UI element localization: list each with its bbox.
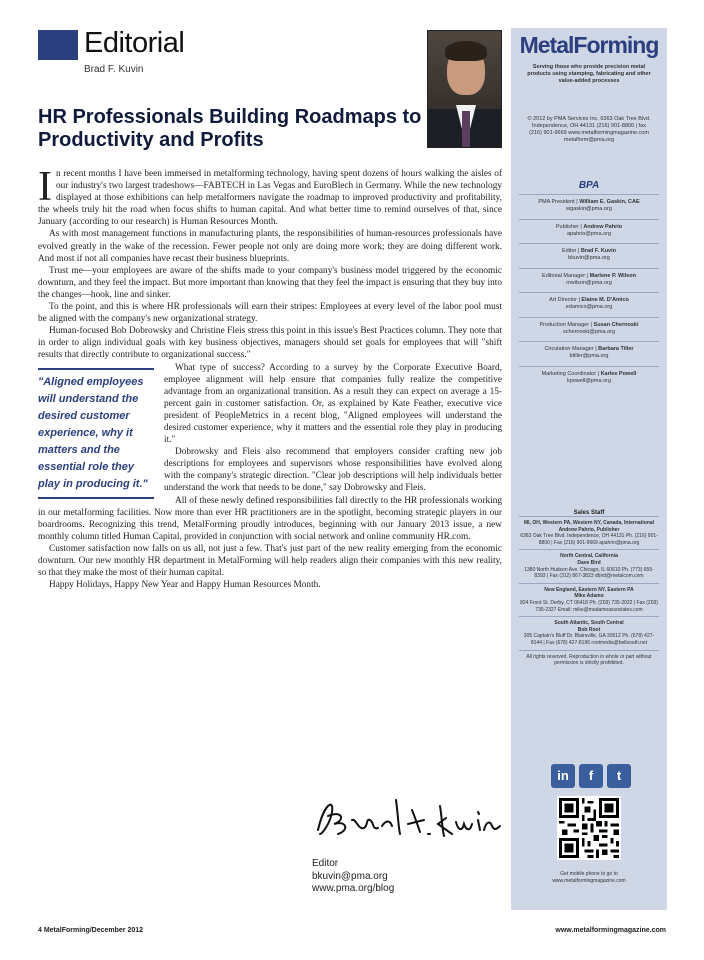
editor-blog[interactable]: www.pma.org/blog	[312, 883, 395, 894]
bpa-logo: BPA	[578, 180, 600, 191]
sales-item: South Atlantic, South Central Bob Root 305 Captain's Bluff Dr. Blairsville, GA 30512 Ph. (678) 427-8144 | Fax (678) 427-8196 rootmedia@bellsouth.net	[519, 616, 659, 649]
staff-item: PMA President | William E. Gaskin, CAE wgaskin@pma.org	[519, 194, 659, 219]
editor-role: Editor	[312, 858, 339, 869]
staff-item: Circulation Manager | Barbara Tiller btiller@pma.org	[519, 341, 659, 366]
sidebar-tagline: Serving those who provide precision metal products using stamping, fabricating and other value-added processes	[527, 64, 651, 84]
masthead-sidebar	[511, 28, 667, 910]
paragraph-9: Customer satisfaction now falls on us all, not just a few. That's just part of the new reality emerging from the economic downturn. Our new monthly HR department in MetalForming will help readers align their companies with this new reality, so that they make the most of their human capital.	[38, 543, 502, 579]
paragraph-5: Human-focused Bob Dobrowsky and Christine Fleis stress this point in this issue's Best Practices column. They note that in order to align individual goals with key business objectives, managers should set goals for employees that will "shift results that directly contribute to organizational success."	[38, 326, 502, 361]
sales-heading: Sales Staff	[573, 510, 605, 516]
signature-info	[312, 858, 394, 896]
section-color-block	[38, 30, 78, 60]
footer-left: 4 MetalForming/December 2012	[38, 927, 144, 934]
footer-right: www.metalformingmagazine.com	[555, 927, 666, 934]
section-title: Editorial	[84, 27, 185, 59]
staff-item: Editor | Brad F. Kuvin bkuvin@pma.org	[519, 243, 659, 268]
facebook-icon[interactable]: f	[579, 764, 603, 788]
paragraph-4: To the point, and this is where HR professionals will earn their stripes: Employees at every level of the labor pool must be aligned with the company's new organizational strategy.	[38, 302, 502, 325]
editor-email[interactable]: bkuvin@pma.org	[312, 870, 388, 882]
paragraph-2: As with most management functions in manufacturing plants, the responsibilities of human-resources professionals have evolved greatly in the wake of the recession. Fewer people not only are doing more work; they are doing different work. And most if not all companies have recast their business blueprints.	[38, 229, 502, 264]
staff-item: Art Director | Elaine M. D'Amico edamico@pma.org	[519, 292, 659, 317]
paragraph-6: What type of success? According to a survey by the Corporate Executive Board, employee alignment will help ensure that companies fully realize the competitive advantage from an organizational transition. As a result they can expect on average a 15-percent gain in customer satisfaction. Or, as explained by Kate Feather, executive vice president of PeopleMetrics in a recent blog, "Aligned employees will understand the desired customer experience, why it matters and the essential role they play in producing it."	[164, 362, 502, 446]
paragraph-7: Dobrowsky and Fleis also recommend that employers consider crafting new job descriptions for employees and supervisors whose responsibilities have evolved along with the company's strategic direction. "Clear job descriptions will help individuals better understand the work that needs to be done," say Dobrowsky and Fleis.	[164, 447, 502, 494]
photo-tie	[462, 111, 470, 148]
sales-item: North Central, California Dave Bird 1380 North Hudson Ave. Chicago, IL 60610 Ph. (773) 655-8393 | Fax (312) 867-3823 dbird@metalcom.com	[519, 549, 659, 582]
metalforming-logo: MetalForming	[519, 32, 659, 58]
byline: Brad F. Kuvin	[84, 64, 144, 75]
staff-list	[519, 194, 659, 390]
sidebar-address: © 2012 by PMA Services Inc. 6363 Oak Tree Blvd. Independence, OH 44131 (216) 901-8800 | fax (216) 901-9669 www.metalformingmagazine.com metalform@pma.org	[527, 116, 651, 143]
social-icons	[551, 764, 631, 788]
qr-code-icon[interactable]	[557, 796, 621, 860]
article-headline: HR Professionals Building Roadmaps to Productivity and Profits	[38, 106, 422, 151]
paragraph-3: Trust me—your employees are aware of the shifts made to your company's business model triggered by the economic downturn, and they feel the impact. But more important than knowing that they feel the impact is ensuring that they buy into the changes—hook, line and sinker.	[38, 265, 502, 300]
sales-item: New England, Eastern NY, Eastern PA Mike Adamo 824 Front St. Derby, CT 06418 Ph. (203) 735-2022 | Fax (203) 735-2327 Email: mike@madamoassociates.com	[519, 583, 659, 616]
paragraph-1: In recent months I have been immersed in metalforming technology, having spent dozens of hours walking the aisles of our industry's two largest tradeshows—FABTECH in Las Vegas and EuroBlech in Germany. While the new technology displayed at those exhibitions can help metalformers navigate the roadmap to improved productivity and profitability, the wheels truly hit the road when focus shifts to human capital. And what better time to remind ourselves of that, since January (according to our research) is Human Resources Month.	[38, 164, 502, 228]
sales-staff	[519, 510, 659, 670]
drop-cap: I	[38, 164, 52, 210]
photo-hair	[445, 41, 487, 61]
staff-item: Publisher | Andrew Pahrio apahrio@pma.org	[519, 219, 659, 244]
sales-item: MI, OH, Western PA, Western NY, Canada, International Andrew Pahrio, Publisher 6363 Oak Tree Blvd. Independence, OH 44131 Ph. (216) 901-8800 | Fax (216) 901-9669 apahrio@pma.org	[519, 516, 659, 549]
author-photo	[427, 30, 502, 148]
handwritten-signature	[312, 790, 502, 846]
qr-caption: Get mobile phone to go to www.metalformingmagazine.com	[552, 871, 626, 884]
staff-item: Production Manager | Susan Chernoski schernoski@pma.org	[519, 317, 659, 342]
paragraph-10: Happy Holidays, Happy New Year and Happy Human Resources Month.	[49, 580, 321, 591]
twitter-icon[interactable]: t	[607, 764, 631, 788]
paragraph-8: All of these newly defined responsibilities fall directly to the HR professionals working in our metalforming facilities. Now more than ever HR practitioners are in the spotlight, becoming strategic players in our boardrooms. Recognizing this trend, MetalForming proudly introduces, beginning with our January 2013 issue, a new monthly column titled Human Capital, provided in conjunction with social network and online community HR.com.	[38, 495, 502, 542]
staff-item: Editorial Manager | Marlene P. Wilson mwilson@pma.org	[519, 268, 659, 293]
article-body	[38, 164, 502, 591]
sales-note: All rights reserved. Reproduction in whole or part without permission is strictly prohibited.	[519, 650, 659, 670]
pull-quote: "Aligned employees will understand the desired customer experience, why it matters and the essential role they play in producing it."	[38, 368, 154, 499]
staff-item: Marketing Coordinator | Karlee Powell kpowell@pma.org	[519, 366, 659, 391]
linkedin-icon[interactable]: in	[551, 764, 575, 788]
